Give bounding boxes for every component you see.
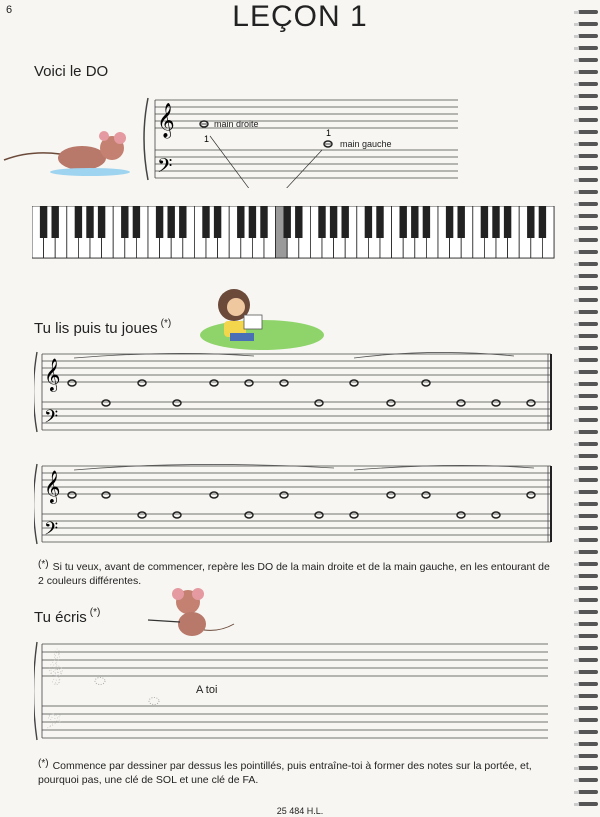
- reading-staff-row-2: [34, 458, 554, 546]
- black-key: [86, 206, 93, 238]
- spiral-ring: [578, 82, 598, 86]
- black-key: [423, 206, 430, 238]
- spiral-ring: [578, 766, 598, 770]
- spiral-ring: [578, 742, 598, 746]
- footnote-1: (*) Si tu veux, avant de commencer, repère les DO de la main droite et de la main gauche, en les entourant de 2 couleurs différentes.: [38, 559, 550, 587]
- black-key: [399, 206, 406, 238]
- spiral-ring: [578, 70, 598, 74]
- spiral-ring: [578, 562, 598, 566]
- spiral-ring: [578, 754, 598, 758]
- spiral-ring: [578, 118, 598, 122]
- spiral-ring: [578, 550, 598, 554]
- your-turn-label: A toi: [196, 684, 218, 696]
- spiral-ring: [578, 622, 598, 626]
- writing-staff: [34, 636, 554, 744]
- spiral-ring: [578, 802, 598, 806]
- spiral-ring: [578, 538, 598, 542]
- intro-staff-illustration: [0, 88, 560, 188]
- spiral-ring: [578, 526, 598, 530]
- spiral-ring: [578, 730, 598, 734]
- spiral-ring: [578, 46, 598, 50]
- black-key: [121, 206, 128, 238]
- spiral-ring: [578, 466, 598, 470]
- black-key: [179, 206, 186, 238]
- catalog-code: 25 484 H.L.: [276, 806, 324, 816]
- spiral-ring: [578, 778, 598, 782]
- black-key: [237, 206, 244, 238]
- spiral-ring: [578, 358, 598, 362]
- spiral-ring: [578, 670, 598, 674]
- spiral-ring: [578, 430, 598, 434]
- svg-text:𝄞: 𝄞: [46, 649, 64, 684]
- black-key: [75, 206, 82, 238]
- spiral-ring: [578, 130, 598, 134]
- spiral-ring: [578, 238, 598, 242]
- piano-keyboard: [32, 206, 556, 260]
- treble-clef-icon: 𝄞: [157, 103, 175, 138]
- spiral-ring: [578, 514, 598, 518]
- black-key: [51, 206, 58, 238]
- spiral-ring: [578, 598, 598, 602]
- black-key: [133, 206, 140, 238]
- hedgehog-reading-illustration: [196, 285, 326, 353]
- black-key: [365, 206, 372, 238]
- black-key: [376, 206, 383, 238]
- mouse-pen-illustration: [148, 586, 238, 642]
- black-key: [539, 206, 546, 238]
- svg-text:𝄢: 𝄢: [44, 519, 59, 544]
- black-key: [504, 206, 511, 238]
- spiral-ring: [578, 322, 598, 326]
- black-key: [318, 206, 325, 238]
- spiral-ring: [578, 274, 598, 278]
- black-key: [98, 206, 105, 238]
- spiral-ring: [578, 442, 598, 446]
- spiral-ring: [578, 334, 598, 338]
- reading-staff-row-1: [34, 346, 554, 434]
- spiral-ring: [578, 58, 598, 62]
- spiral-ring: [578, 574, 598, 578]
- spiral-ring: [578, 10, 598, 14]
- spiral-ring: [578, 406, 598, 410]
- spiral-ring: [578, 298, 598, 302]
- spiral-ring: [578, 382, 598, 386]
- spiral-ring: [578, 682, 598, 686]
- spiral-ring: [578, 226, 598, 230]
- spiral-ring: [578, 658, 598, 662]
- spiral-ring: [578, 718, 598, 722]
- section-heading-tu-lis: Tu lis puis tu joues (*): [34, 318, 172, 337]
- spiral-ring: [578, 214, 598, 218]
- svg-text:𝄞: 𝄞: [44, 358, 61, 391]
- svg-text:𝄢: 𝄢: [44, 407, 59, 432]
- spiral-ring: [578, 250, 598, 254]
- footnote-2: (*) Commence par dessiner par dessus les pointillés, puis entraîne-toi à former des notes sur la portée, et, pourquoi pas, une clé de SOL et une clé de FA.: [38, 758, 532, 786]
- spiral-ring: [578, 586, 598, 590]
- svg-text:𝄞: 𝄞: [44, 470, 61, 503]
- spiral-ring: [578, 106, 598, 110]
- bass-clef-icon: 𝄢: [157, 154, 173, 182]
- right-hand-label: main droite: [214, 119, 259, 129]
- spiral-ring: [578, 286, 598, 290]
- spiral-binding: [574, 0, 600, 817]
- spiral-ring: [578, 502, 598, 506]
- spiral-ring: [578, 634, 598, 638]
- spiral-ring: [578, 394, 598, 398]
- page-number: 6: [6, 4, 13, 16]
- black-key: [330, 206, 337, 238]
- black-key: [260, 206, 267, 238]
- black-key: [295, 206, 302, 238]
- section-heading-tu-ecris: Tu écris (*): [34, 607, 101, 626]
- black-key: [214, 206, 221, 238]
- black-key: [527, 206, 534, 238]
- spiral-ring: [578, 94, 598, 98]
- spiral-ring: [578, 706, 598, 710]
- black-key: [249, 206, 256, 238]
- spiral-ring: [578, 370, 598, 374]
- spiral-ring: [578, 202, 598, 206]
- spiral-ring: [578, 154, 598, 158]
- spiral-ring: [578, 418, 598, 422]
- svg-text:1: 1: [204, 134, 210, 144]
- spiral-ring: [578, 34, 598, 38]
- black-key: [492, 206, 499, 238]
- spiral-ring: [578, 646, 598, 650]
- spiral-ring: [578, 190, 598, 194]
- black-key: [202, 206, 209, 238]
- mouse-illustration: [4, 131, 130, 176]
- spiral-ring: [578, 142, 598, 146]
- black-key: [481, 206, 488, 238]
- spiral-ring: [578, 310, 598, 314]
- black-key: [341, 206, 348, 238]
- section-heading-voici: Voici le DO: [34, 63, 109, 80]
- spiral-ring: [578, 454, 598, 458]
- spiral-ring: [578, 346, 598, 350]
- spiral-ring: [578, 22, 598, 26]
- spiral-ring: [578, 610, 598, 614]
- spiral-ring: [578, 178, 598, 182]
- black-key: [40, 206, 47, 238]
- spiral-ring: [578, 790, 598, 794]
- spiral-ring: [578, 166, 598, 170]
- black-key: [446, 206, 453, 238]
- spiral-ring: [578, 262, 598, 266]
- black-key: [156, 206, 163, 238]
- black-key: [167, 206, 174, 238]
- page-title: LEÇON 1: [232, 0, 368, 33]
- spiral-ring: [578, 490, 598, 494]
- black-key: [283, 206, 290, 238]
- spiral-ring: [578, 478, 598, 482]
- left-hand-label: main gauche: [340, 139, 392, 149]
- spiral-ring: [578, 694, 598, 698]
- black-key: [457, 206, 464, 238]
- svg-text:𝄢: 𝄢: [46, 710, 62, 738]
- svg-text:1: 1: [326, 128, 332, 138]
- black-key: [411, 206, 418, 238]
